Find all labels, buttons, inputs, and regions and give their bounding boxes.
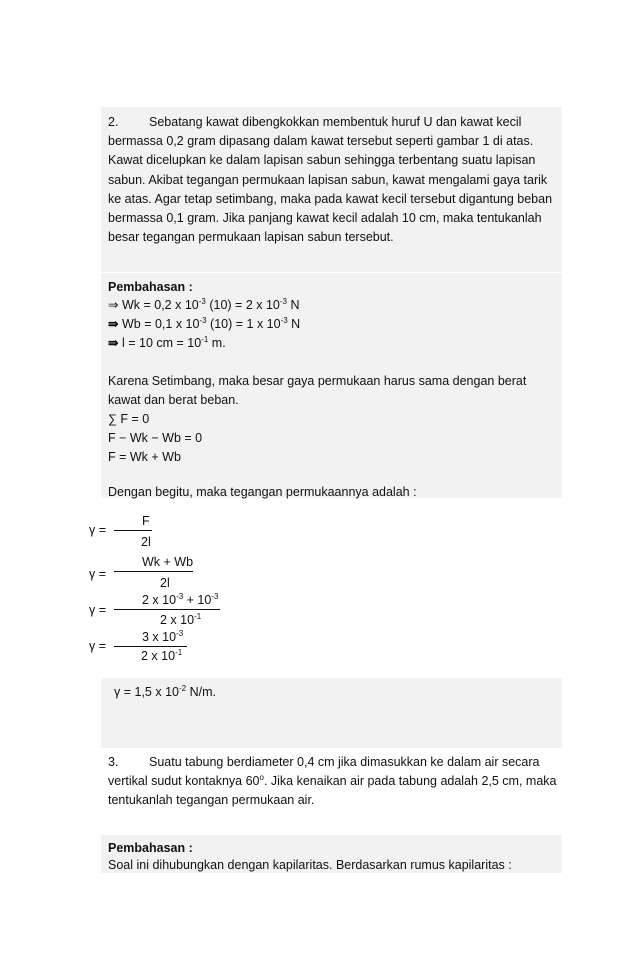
problem2-line-1: Sebatang kawat dibengkokkan membentuk huruf U dan kawat kecil [149,115,522,129]
problem3-line-1: Suatu tabung berdiameter 0,4 cm jika dimasukkan ke dalam air secara [149,755,540,769]
sum-force-equation: ∑ F = 0 [108,412,150,426]
problem2-line-6: bermassa 0,1 gram. Jika panjang kawat kecil adalah 10 cm, maka tentukanlah [108,211,542,225]
balance-line-1: Karena Setimbang, maka besar gaya permukaan harus sama dengan berat [108,374,527,388]
problem2-line-3: Kawat dicelupkan ke dalam lapisan sabun sehingga terbentang suatu lapisan [108,153,536,167]
implies-icon: ⇒ [108,298,119,312]
conclusion-text: Dengan begitu, maka tegangan permukaannya adalah : [108,485,417,499]
fraction-1-bar [114,530,152,531]
gamma-label-1: γ = [89,523,107,537]
bold-arrow-icon: ⇛ [108,317,119,331]
fraction-3-denominator: 2 x $10^{-1}$ [160,612,202,627]
spacer-band [101,254,562,272]
solution3-heading: Pembahasan : [108,841,193,855]
problem2-line-4: sabun. Akibat tegangan permukaan lapisan sabun, kawat mengalami gaya tarik [108,173,548,187]
bold-arrow-icon: ⇛ [108,336,119,350]
force-equation: F = Wk + Wb [108,450,181,464]
problem3-line-2: vertikal sudut kontaknya 60$^o$. Jika kenaikan air pada tabung adalah 2,5 cm, maka [108,773,557,788]
fraction-2-numerator: Wk + Wb [142,555,194,569]
fraction-4-denominator: 2 x $10^{-1}$ [141,648,183,663]
fraction-2-denominator: 2l [160,576,170,590]
fraction-4-bar [114,646,187,647]
result-equation: γ = 1,5 x $10^{-2}$ N/m. [114,684,216,699]
gamma-label-4: γ = [89,639,107,653]
wk-equation: ⇒ Wk = 0,2 x $10^{-3}$ (10) = 2 x $10^{-3}$ N [108,297,300,312]
force-balance-equation: F − Wk − Wb = 0 [108,431,203,445]
problem3-line-3: tentukanlah tegangan permukaan air. [108,793,315,807]
problem3-number: 3. [108,755,119,769]
solution3-line: Soal ini dihubungkan dengan kapilaritas. Berdasarkan rumus kapilaritas : [108,858,512,872]
fraction-1-denominator: 2l [141,535,151,549]
problem2-line-2: bermassa 0,2 gram dipasang dalam kawat tersebut seperti gambar 1 di atas. [108,134,534,148]
wb-equation: ⇛ Wb = 0,1 x $10^{-3}$ (10) = 1 x $10^{-3}$ N [108,316,301,331]
problem2-number: 2. [108,115,119,129]
fraction-1-numerator: F [142,514,150,528]
fraction-3-numerator: 2 x $10^{-3} + 10^{-3}$ [142,592,219,607]
fraction-3-bar [114,609,220,610]
l-equation: ⇛ l = 10 cm = $10^{-1}$ m. [108,335,226,350]
gamma-label-3: γ = [89,603,107,617]
problem2-line-5: ke atas. Agar tetap setimbang, maka pada kawat kecil tersebut digantung beban [108,192,553,206]
balance-line-2: kawat dan berat beban. [108,393,239,407]
solution2-heading: Pembahasan : [108,280,193,294]
fraction-4-numerator: 3 x $10^{-3}$ [142,629,184,644]
fraction-2-bar [114,571,193,572]
problem2-line-7: besar tegangan permukaan lapisan sabun tersebut. [108,230,394,244]
gamma-label-2: γ = [89,567,107,581]
